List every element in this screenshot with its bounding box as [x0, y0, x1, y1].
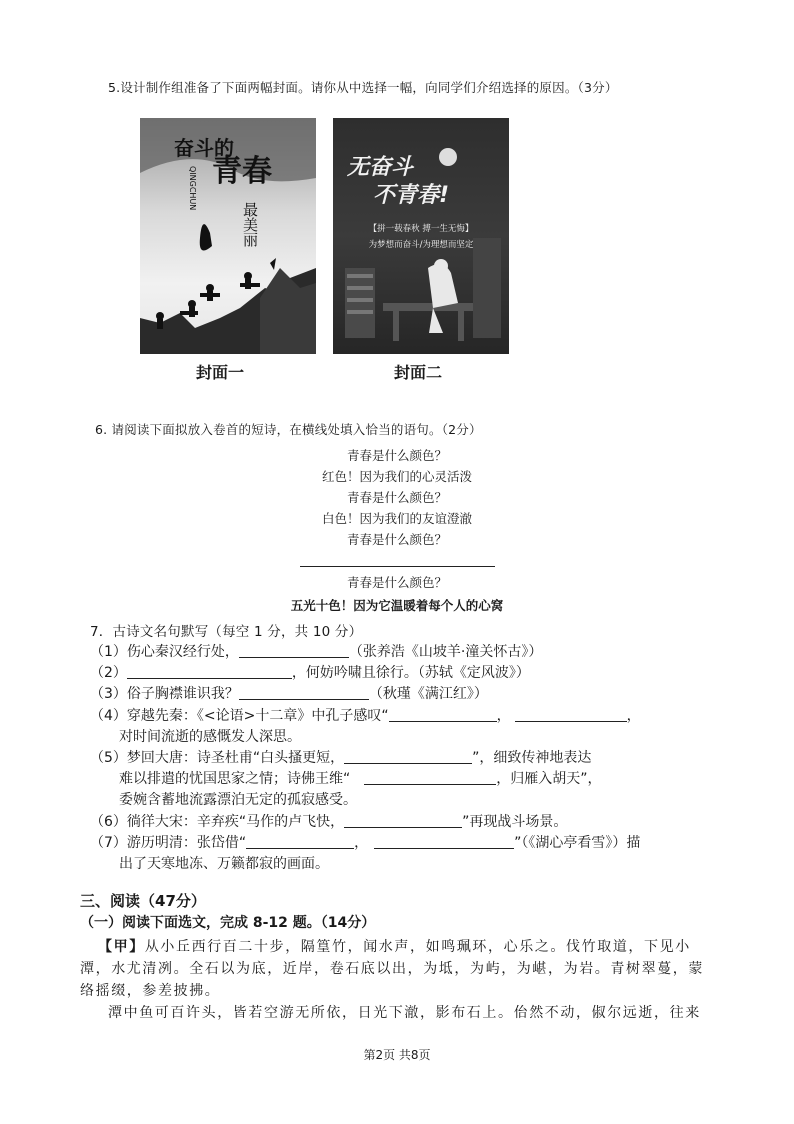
- blank-4a[interactable]: [389, 707, 497, 722]
- cover-two-banner: 【拼一载春秋 搏一生无悔】: [368, 224, 474, 234]
- q7-item-3: （3）俗子胸襟谁识我？ （秋瑾《满江红》）: [90, 686, 488, 702]
- poem-line-4: 白色！因为我们的友谊澄澈: [321, 511, 472, 526]
- cover-two-caption: 封面二: [394, 363, 443, 382]
- cover-one-title-a: 奋斗的: [174, 136, 234, 160]
- q7-item-4: （4）穿越先秦：《<论语>十二章》中孔子感叹“ ， ，: [90, 708, 641, 724]
- page-footer: 第2页 共8页: [363, 1048, 431, 1062]
- question-6: 6. 请阅读下面拟放入卷首的短诗，在横线处填入恰当的语句。（2分）: [95, 422, 482, 437]
- q7-item-7-cont: 出了天寒地冻、万籁都寂的画面。: [119, 856, 329, 872]
- blank-1[interactable]: [239, 643, 349, 658]
- cover-two-image[interactable]: [333, 118, 509, 354]
- blank-4b[interactable]: [515, 707, 627, 722]
- blank-6[interactable]: [344, 813, 462, 828]
- blank-5a[interactable]: [344, 749, 472, 764]
- section-3-subheading: （一）阅读下面选文，完成 8-12 题。（14分）: [80, 915, 376, 931]
- section-3-heading: 三、阅读（47分）: [80, 892, 206, 910]
- cover-two-subline: 为梦想而奋斗/为理想而坚定: [368, 240, 474, 250]
- passage-jia-line-4: 潭中鱼可百许头，皆若空游无所依，日光下澈，影布石上。佁然不动，俶尔远逝，往来: [108, 1005, 701, 1021]
- blank-2[interactable]: [127, 664, 292, 679]
- blank-7a[interactable]: [246, 834, 354, 849]
- question-5: 5.设计制作组准备了下面两幅封面。请你从中选择一幅，向同学们介绍选择的原因。（3分）: [108, 80, 618, 95]
- q7-item-1: （1）伤心秦汉经行处， （张养浩《山坡羊·潼关怀古》）: [90, 644, 543, 660]
- passage-jia-line-2: 潭，水尤清冽。全石以为底，近岸，卷石底以出，为坻，为屿，为嵁，为岩。青树翠蔓，蒙: [80, 961, 704, 977]
- cover-one-caption: 封面一: [196, 363, 245, 382]
- question-7: 7．古诗文名句默写（每空 1 分，共 10 分）: [90, 624, 363, 640]
- passage-jia-tag: 【甲】: [98, 939, 145, 955]
- passage-jia-line-1: 【甲】从小丘西行百二十步，隔篁竹，闻水声，如鸣珮环，心乐之。伐竹取道，下见小: [98, 939, 691, 955]
- q7-item-4-cont: 对时间流逝的感慨发人深思。: [119, 729, 301, 745]
- passage-jia-line-3: 络摇缀，参差披拂。: [80, 983, 221, 999]
- poem-line-5: 青春是什么颜色？: [346, 532, 447, 547]
- q7-item-7: （7）游历明清：张岱借“ ， ”（《湖心亭看雪》）描: [90, 835, 641, 851]
- blank-5b[interactable]: [364, 770, 496, 785]
- blank-3[interactable]: [239, 685, 369, 700]
- cover-one-image[interactable]: [140, 118, 316, 354]
- poem-blank[interactable]: [300, 566, 495, 567]
- blank-7b[interactable]: [374, 834, 514, 849]
- poem-line-1: 青春是什么颜色？: [346, 448, 447, 463]
- q7-item-6: （6）徜徉大宋：辛弃疾“马作的卢飞快， ”再现战斗场景。: [90, 814, 568, 830]
- poem-line-3: 青春是什么颜色？: [346, 490, 447, 505]
- q7-item-5: （5）梦回大唐：诗圣杜甫“白头搔更短， ”，细致传神地表达: [90, 750, 592, 766]
- cover-two-title-line2: 不青春!: [373, 183, 450, 208]
- poem-line-7: 五光十色！因为它温暖着每个人的心窝: [290, 598, 504, 613]
- poem-line-6: 青春是什么颜色？: [346, 575, 447, 590]
- q7-item-5-cont: 难以排遣的忧国思家之情；诗佛王维“ ，归雁入胡天”，: [119, 771, 602, 787]
- poem-line-2: 红色！因为我们的心灵活泼: [321, 469, 472, 484]
- cover-one-title-b: 青春: [212, 154, 272, 189]
- q7-item-2: （2） ，何妨吟啸且徐行。（苏轼《定风波》）: [90, 665, 530, 681]
- cover-two-seal: [439, 148, 457, 166]
- q7-item-5-cont2: 委婉含蓄地流露漂泊无定的孤寂感受。: [119, 792, 357, 808]
- cover-one-pinyin: QINGCHUN: [188, 166, 197, 211]
- cover-one-title-c: 最美丽: [241, 202, 259, 247]
- cover-two-title-line1: 无奋斗: [347, 155, 414, 180]
